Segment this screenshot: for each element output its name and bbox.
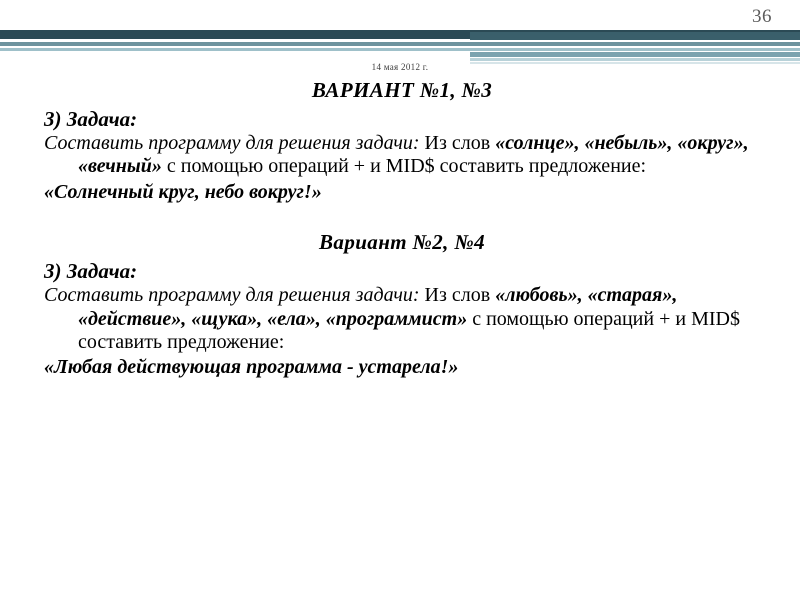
variant-1-answer: «Солнечный круг, небо вокруг!» — [44, 180, 322, 203]
date-stamp: 14 мая 2012 г. — [371, 62, 429, 72]
variant-2-task-italic: Составить программу для решения задачи: — [44, 284, 420, 307]
header-bar-right-1 — [470, 32, 800, 40]
header-bar-right-2 — [470, 52, 800, 57]
variant-1-words: «солнце», «небыль», «округ», «вечный» — [78, 132, 749, 178]
variant-1-task-label: 3) Задача: — [44, 107, 138, 131]
header-bar-right-3 — [470, 58, 800, 61]
variant-2-tail: с помощью операций + и MID$ составить предложение: — [78, 307, 740, 353]
variant-2-task-label: 3) Задача: — [44, 259, 138, 284]
header-bar-white-1 — [0, 39, 800, 42]
header-bar-mid — [0, 42, 800, 46]
variant-2-task-text — [44, 284, 760, 354]
header-bar-dark — [0, 30, 800, 39]
slide-number: 36 — [752, 6, 772, 27]
header-bar-white-2 — [0, 46, 800, 48]
variant-1-task-italic: Составить программу для решения задачи: — [44, 132, 420, 154]
variant-2-words: «любовь», «старая», «действие», «щука», «ела», «программист» — [78, 284, 678, 330]
variant-1-task-text — [44, 132, 760, 179]
variant-1-tail: с помощью операций + и MID$ составить предложение: — [161, 155, 647, 178]
variant-2-task-rest: Из слов — [419, 284, 496, 307]
slide-content — [44, 78, 760, 380]
header-bar-light — [0, 48, 800, 51]
variant-2-answer: «Любая действующая программа - устарела!» — [44, 356, 459, 379]
variant-1-title: ВАРИАНТ №1, №3 — [311, 78, 493, 102]
variant-1-task-rest: Из слов — [419, 132, 496, 154]
variant-2-title: Вариант №2, №4 — [319, 230, 485, 255]
